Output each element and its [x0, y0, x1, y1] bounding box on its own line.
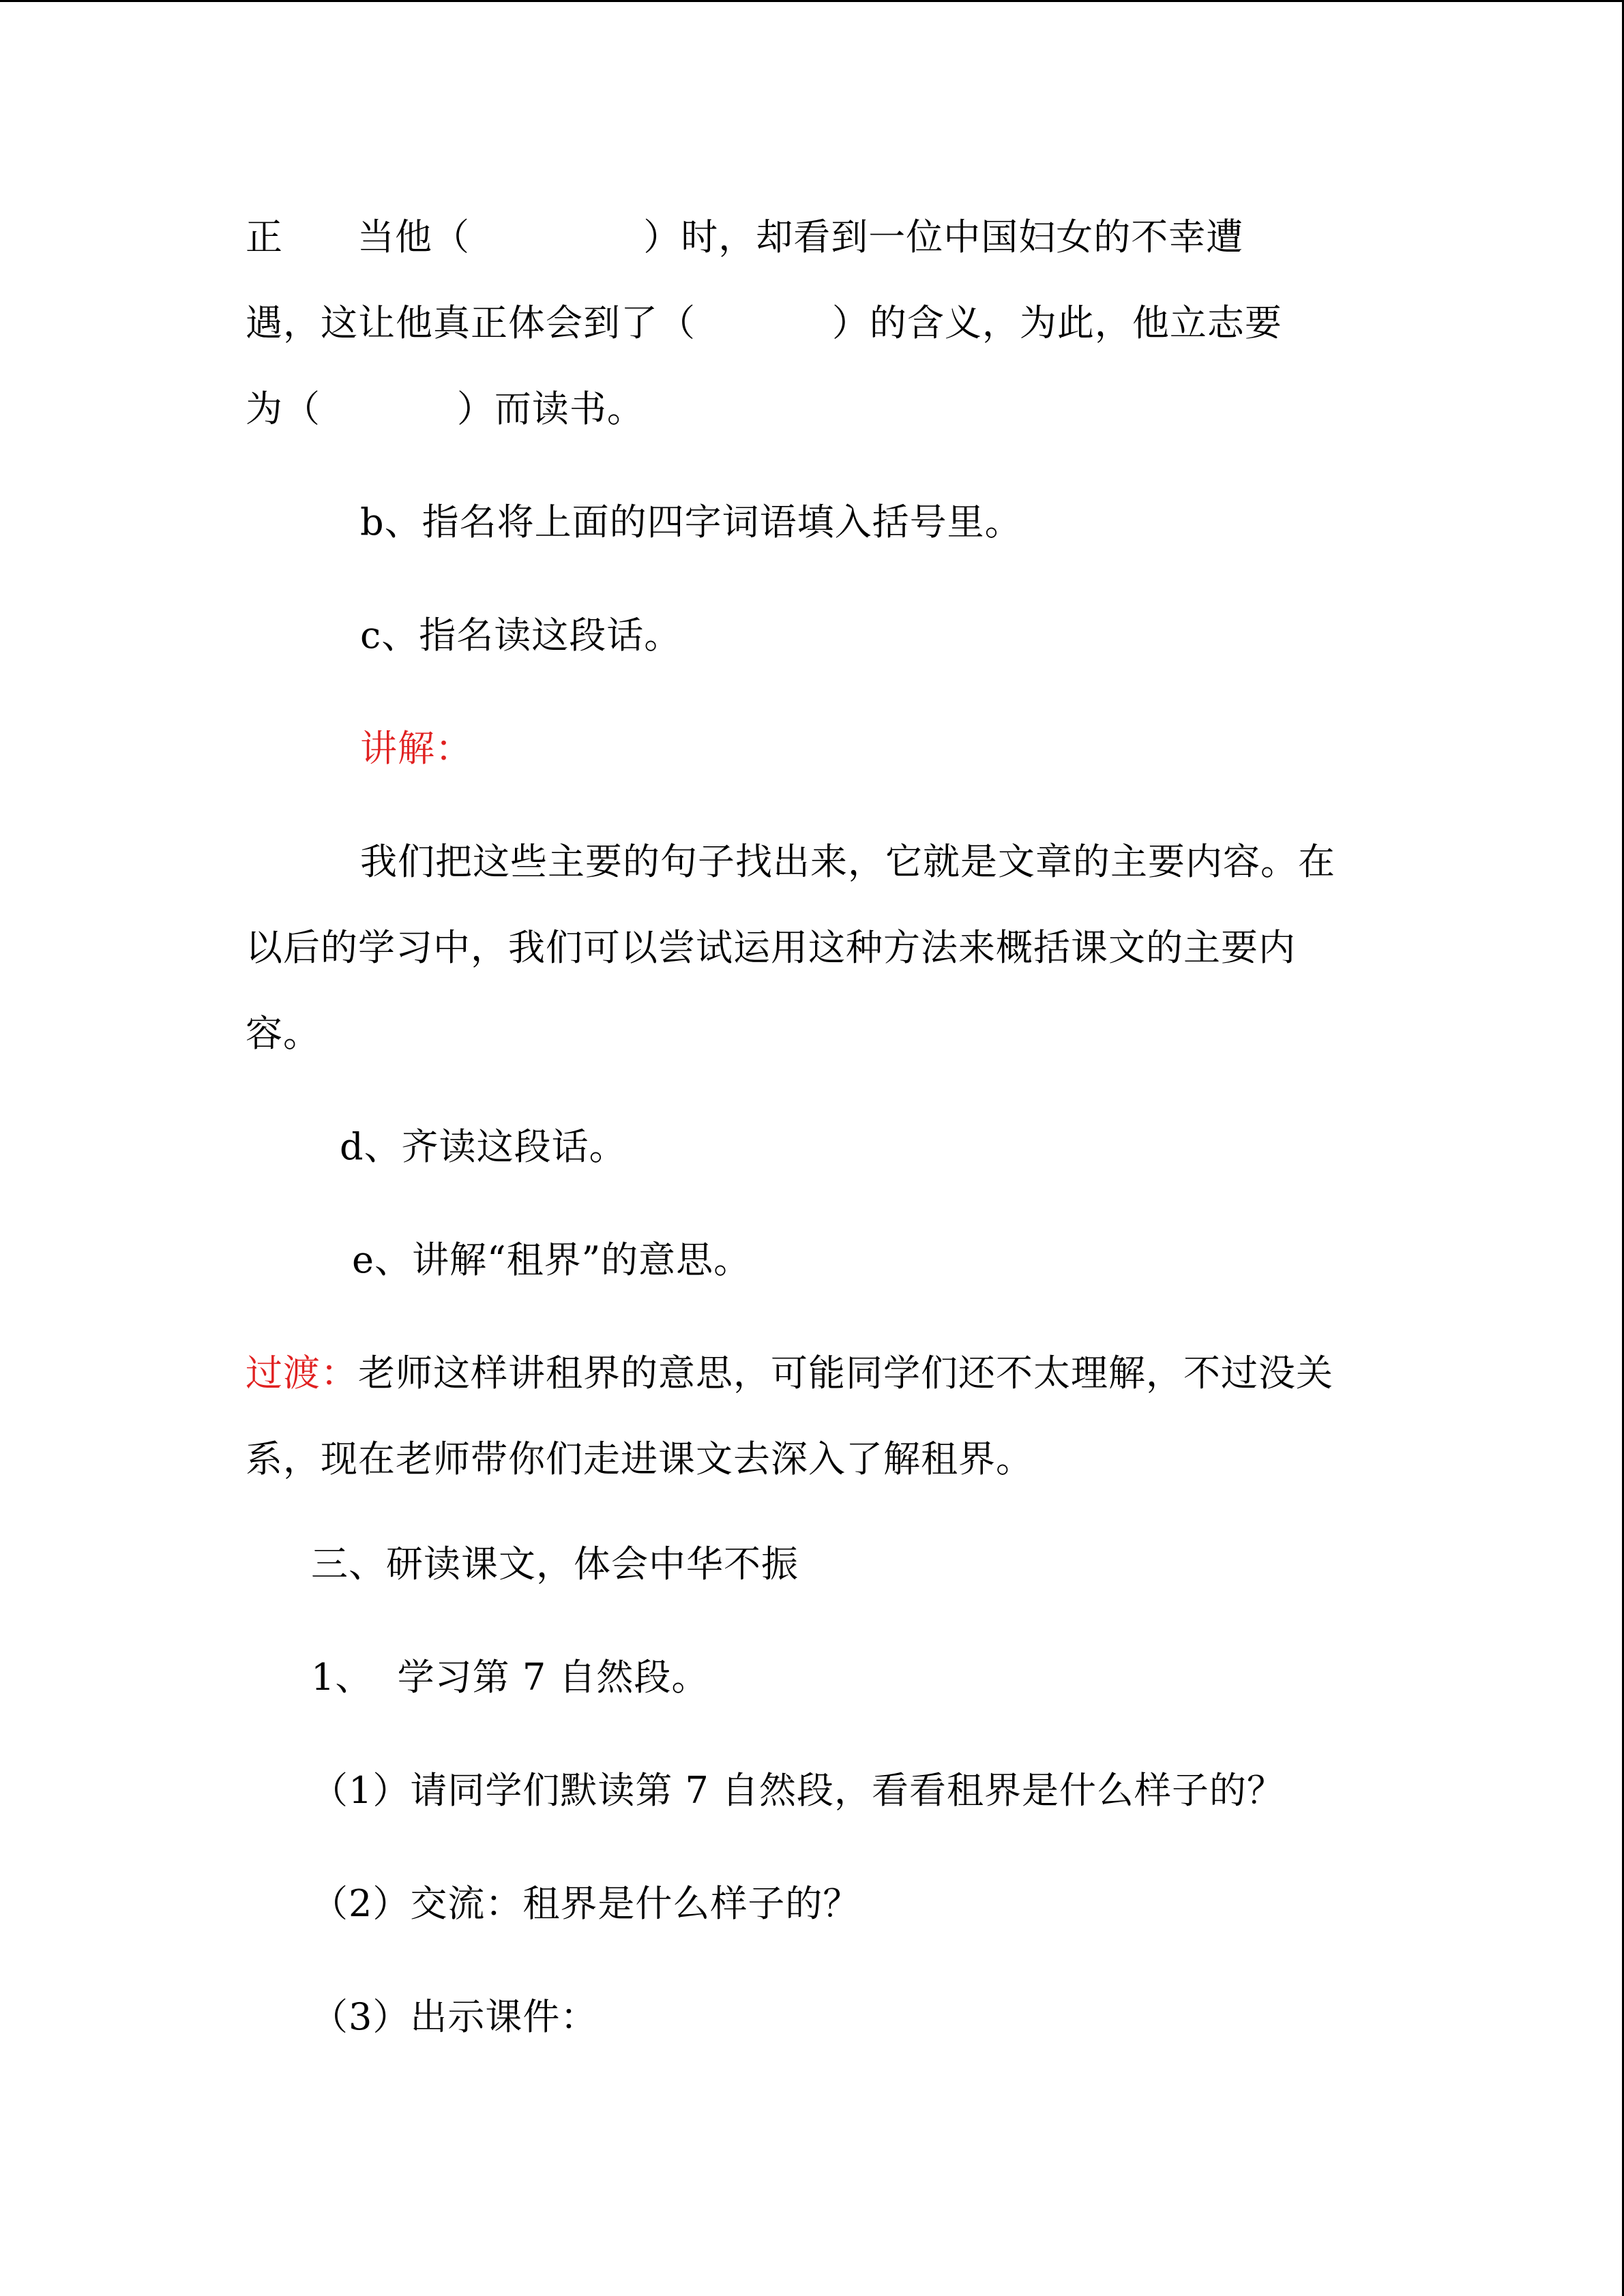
item-1: （1）请同学们默读第 7 自然段，看看租界是什么样子的？ — [311, 1769, 1285, 1812]
transition-label: 过渡： — [246, 1352, 358, 1395]
transition-text-1: 老师这样讲租界的意思，可能同学们还不太理解，不过没关 — [358, 1352, 1333, 1395]
item-2: （2）交流：租界是什么样子的？ — [311, 1882, 861, 1925]
fill-in-line-3: 为（ ）而读书。 — [246, 387, 645, 430]
explanation-line-3: 容。 — [246, 1012, 321, 1055]
subsection-1: 1、 学习第 7 自然段。 — [311, 1656, 709, 1699]
step-d: d、齐读这段话。 — [340, 1125, 627, 1168]
step-c: c、指名读这段话。 — [360, 614, 682, 657]
item-3: （3）出示课件： — [311, 1995, 598, 2038]
transition-line-2: 系，现在老师带你们走进课文去深入了解租界。 — [246, 1437, 1033, 1480]
explanation-line-2: 以后的学习中，我们可以尝试运用这种方法来概括课文的主要内 — [246, 926, 1296, 969]
fill-in-line-2: 遇，这让他真正体会到了（ ）的含义，为此，他立志要 — [246, 301, 1282, 344]
section-heading: 三、研读课文，体会中华不振 — [311, 1542, 799, 1585]
transition-line-1 — [246, 1352, 1333, 1395]
explanation-line-1: 我们把这些主要的句子找出来，它就是文章的主要内容。在 — [360, 840, 1335, 883]
explanation-label: 讲解： — [360, 727, 473, 770]
fill-in-line-1: 正 当他（ ）时，却看到一位中国妇女的不幸遭 — [246, 215, 1244, 258]
page-border-top — [0, 0, 1624, 2]
step-e: e、讲解“租界”的意思。 — [352, 1238, 752, 1281]
step-b: b、指名将上面的四字词语填入括号里。 — [360, 501, 1022, 543]
